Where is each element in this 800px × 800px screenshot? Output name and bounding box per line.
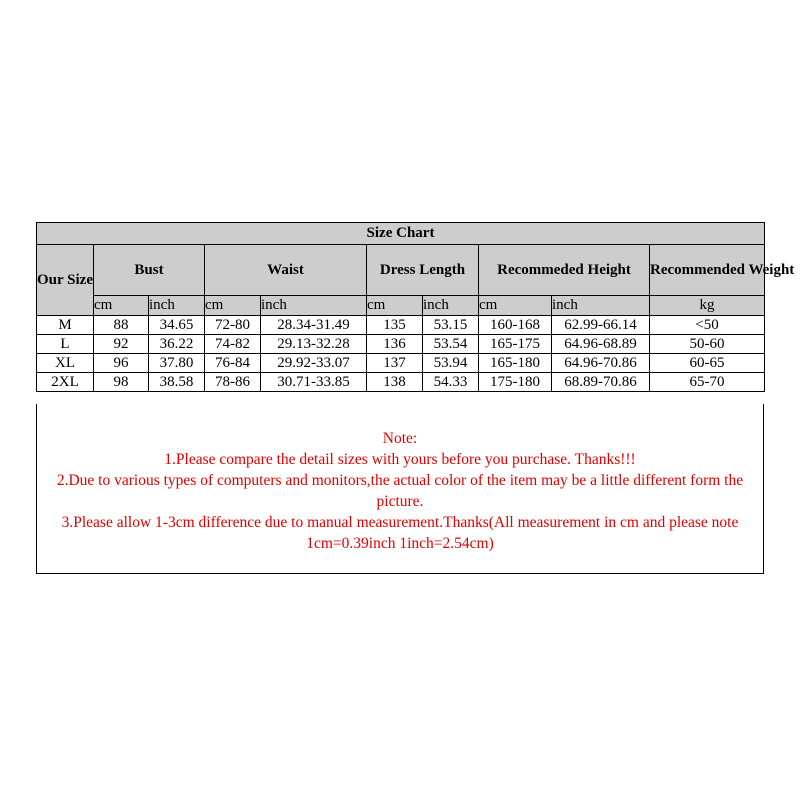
cell-length-inch: 53.54 — [423, 335, 479, 354]
cell-waist-cm: 72-80 — [205, 316, 261, 335]
cell-waist-inch: 28.34-31.49 — [261, 316, 367, 335]
note-line-1: 1.Please compare the detail sizes with yours before you purchase. Thanks!!! — [164, 451, 636, 468]
cell-height-cm: 160-168 — [479, 316, 552, 335]
header-recommended-height: Recommeded Height — [479, 245, 650, 296]
cell-length-cm: 136 — [367, 335, 423, 354]
cell-waist-inch: 29.13-32.28 — [261, 335, 367, 354]
notes-box — [36, 404, 764, 574]
header-dress-length: Dress Length — [367, 245, 479, 296]
table-row — [37, 335, 765, 354]
cell-height-cm: 165-175 — [479, 335, 552, 354]
header-waist: Waist — [205, 245, 367, 296]
unit-waist-inch: inch — [261, 296, 367, 316]
cell-weight: <50 — [650, 316, 765, 335]
unit-height-cm: cm — [479, 296, 552, 316]
note-line-2: 2.Due to various types of computers and monitors,the actual color of the item may be a little different form the picture. — [56, 472, 744, 510]
cell-size: XL — [37, 354, 94, 373]
table-row — [37, 354, 765, 373]
cell-height-inch: 62.99-66.14 — [552, 316, 650, 335]
cell-bust-inch: 37.80 — [149, 354, 205, 373]
cell-bust-inch: 36.22 — [149, 335, 205, 354]
cell-length-cm: 135 — [367, 316, 423, 335]
cell-waist-cm: 76-84 — [205, 354, 261, 373]
cell-weight: 50-60 — [650, 335, 765, 354]
unit-length-cm: cm — [367, 296, 423, 316]
unit-waist-cm: cm — [205, 296, 261, 316]
cell-bust-cm: 98 — [94, 373, 149, 392]
table-row — [37, 373, 765, 392]
unit-height-inch: inch — [552, 296, 650, 316]
cell-bust-inch: 34.65 — [149, 316, 205, 335]
header-recommended-weight: Recommended Weight — [650, 245, 765, 296]
table-row — [37, 316, 765, 335]
cell-length-cm: 137 — [367, 354, 423, 373]
unit-bust-inch: inch — [149, 296, 205, 316]
cell-length-inch: 54.33 — [423, 373, 479, 392]
cell-length-inch: 53.94 — [423, 354, 479, 373]
cell-height-inch: 64.96-68.89 — [552, 335, 650, 354]
cell-height-inch: 64.96-70.86 — [552, 354, 650, 373]
cell-bust-inch: 38.58 — [149, 373, 205, 392]
cell-height-cm: 165-180 — [479, 354, 552, 373]
cell-height-cm: 175-180 — [479, 373, 552, 392]
cell-waist-cm: 78-86 — [205, 373, 261, 392]
cell-waist-inch: 29.92-33.07 — [261, 354, 367, 373]
chart-title: Size Chart — [37, 223, 765, 245]
header-our-size: Our Size — [37, 245, 94, 316]
unit-bust-cm: cm — [94, 296, 149, 316]
cell-size: M — [37, 316, 94, 335]
cell-height-inch: 68.89-70.86 — [552, 373, 650, 392]
header-bust: Bust — [94, 245, 205, 296]
cell-size: 2XL — [37, 373, 94, 392]
unit-length-inch: inch — [423, 296, 479, 316]
cell-weight: 60-65 — [650, 354, 765, 373]
cell-bust-cm: 96 — [94, 354, 149, 373]
cell-bust-cm: 92 — [94, 335, 149, 354]
cell-waist-cm: 74-82 — [205, 335, 261, 354]
cell-length-cm: 138 — [367, 373, 423, 392]
cell-weight: 65-70 — [650, 373, 765, 392]
cell-size: L — [37, 335, 94, 354]
cell-bust-cm: 88 — [94, 316, 149, 335]
note-heading: Note: — [382, 430, 418, 447]
note-line-3: 3.Please allow 1-3cm difference due to manual measurement.Thanks(All measurement in cm and please note 1cm=0.39inch 1inch=2.54cm) — [61, 514, 739, 552]
size-chart-table — [36, 222, 795, 392]
cell-waist-inch: 30.71-33.85 — [261, 373, 367, 392]
unit-weight-kg: kg — [650, 296, 765, 316]
cell-length-inch: 53.15 — [423, 316, 479, 335]
